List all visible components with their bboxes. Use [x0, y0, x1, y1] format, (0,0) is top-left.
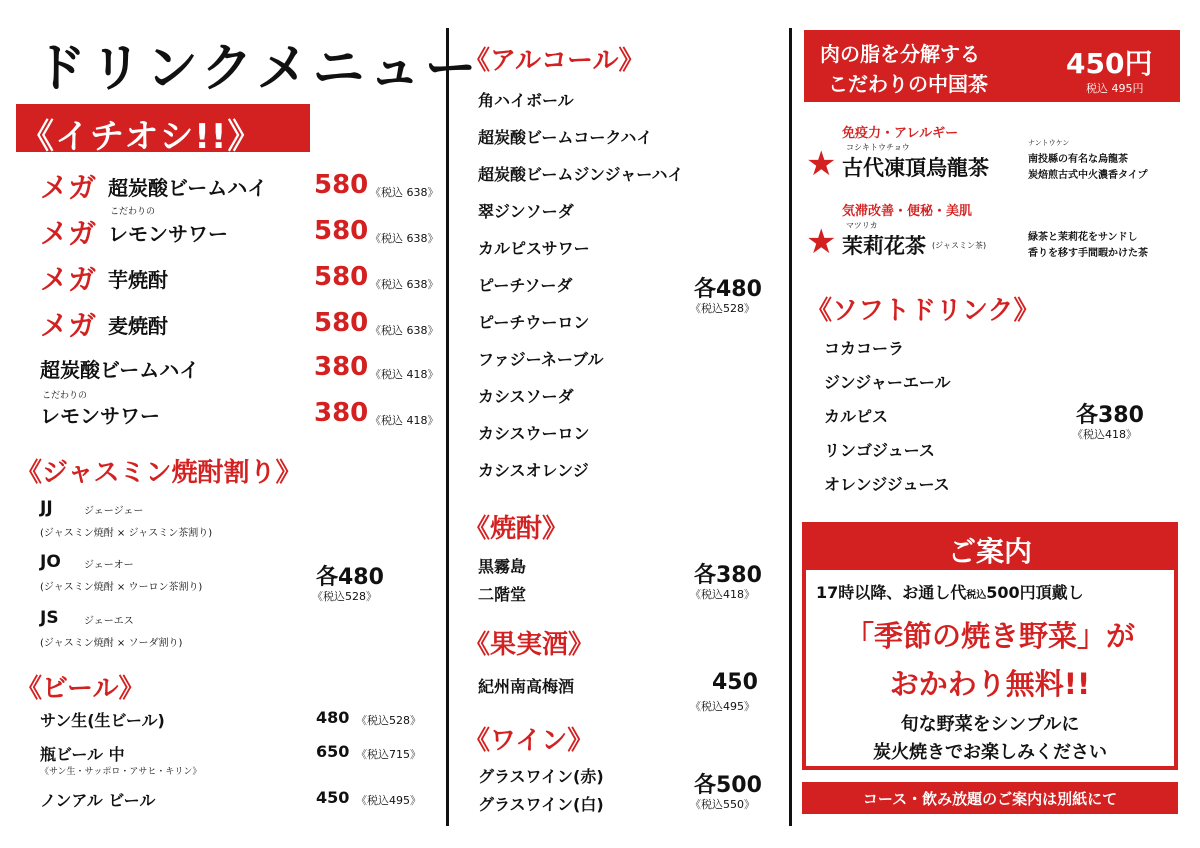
- tea-benefit: 免疫力・アレルギー: [842, 126, 959, 141]
- mega-prefix: メガ: [40, 263, 97, 296]
- item-name: 芋焼酎: [108, 268, 168, 292]
- beer-tax: 《税込495》: [356, 794, 421, 807]
- jasmine-row: [40, 498, 300, 542]
- tea-ruby: コシキトウチョウ: [846, 143, 910, 152]
- tea-item: [806, 122, 1186, 186]
- beer-sub: 《サン生・サッポロ・アサヒ・キリン》: [40, 767, 202, 777]
- notice-line3: 炭火焼きでお楽しみください: [873, 742, 1107, 763]
- ichioshi-row: [40, 352, 440, 392]
- beer-row: [40, 788, 440, 814]
- alcohol-item: カシスオレンジ: [478, 461, 589, 480]
- shochu-item: 二階堂: [478, 585, 527, 604]
- soft-item: コカコーラ: [824, 339, 905, 358]
- tea-banner-line2: こだわりの中国茶: [828, 72, 988, 96]
- tea-price: 450円: [1066, 47, 1153, 80]
- beer-name: サン生(生ビール): [40, 711, 165, 730]
- tea-desc1: 南投縣の有名な烏龍茶: [1028, 154, 1128, 165]
- shochu-heading: 《焼酎》: [464, 514, 569, 544]
- beer-row: [40, 708, 440, 734]
- tea-desc-ruby: ナントウケン: [1028, 139, 1070, 147]
- beer-tax: 《税込715》: [356, 748, 421, 761]
- beer-heading: 《ビール》: [16, 674, 145, 704]
- jasmine-reading: ジェージェー: [84, 506, 144, 517]
- beer-row: [40, 742, 440, 782]
- ichioshi-heading: 《イチオシ!!》: [20, 117, 263, 157]
- notice-highlight1: 「季節の焼き野菜」が: [844, 619, 1135, 653]
- fruit-heading: 《果実酒》: [464, 630, 595, 660]
- star-icon: ★: [806, 222, 837, 262]
- alcohol-item: カシスソーダ: [478, 387, 574, 406]
- fruit-tax: 《税込495》: [690, 700, 755, 713]
- mega-prefix: メガ: [40, 217, 97, 250]
- notice-line2: 旬な野菜をシンプルに: [900, 714, 1080, 735]
- ichioshi-row: [40, 204, 440, 250]
- alcohol-tax: 《税込528》: [690, 302, 755, 315]
- star-icon: ★: [806, 144, 837, 184]
- jasmine-desc: (ジャスミン焼酎 × ソーダ割り): [40, 638, 183, 649]
- tea-benefit: 気滞改善・便秘・美肌: [842, 204, 973, 219]
- jasmine-tax: 《税込528》: [312, 590, 377, 603]
- column-divider-left: [446, 28, 449, 826]
- notice-box: [802, 522, 1178, 770]
- alcohol-price: 各480: [694, 277, 762, 302]
- tea-desc2: 香りを移す手間暇かけた茶: [1028, 248, 1148, 259]
- notice-line1-text: 17時以降、お通し代: [816, 583, 967, 602]
- soft-item: リンゴジュース: [824, 441, 935, 460]
- tea-tax: 税込 495円: [1086, 82, 1144, 95]
- alcohol-item: ファジーネーブル: [478, 350, 604, 369]
- notice-footer-band: [802, 782, 1178, 814]
- alcohol-item: カルピスサワー: [478, 239, 590, 258]
- wine-price: 各500: [694, 773, 762, 798]
- soft-heading: 《ソフトドリンク》: [806, 296, 1040, 326]
- shochu-tax: 《税込418》: [690, 588, 755, 601]
- wine-item: グラスワイン(白): [478, 795, 604, 814]
- mega-prefix: メガ: [40, 309, 97, 342]
- beer-name: 瓶ビール 中: [40, 745, 125, 764]
- ichioshi-row: [40, 304, 440, 344]
- item-name: 超炭酸ビームハイ: [108, 176, 268, 200]
- wine-heading: 《ワイン》: [464, 726, 594, 756]
- shochu-price: 各380: [694, 563, 762, 588]
- fruit-price: 450: [712, 670, 758, 695]
- soft-item: オレンジジュース: [824, 475, 950, 494]
- notice-heading: ご案内: [947, 535, 1032, 568]
- item-price: 580: [314, 308, 369, 338]
- notice-line1: [816, 580, 1084, 603]
- alcohol-heading: 《アルコール》: [464, 46, 645, 76]
- item-ruby: こだわりの: [110, 207, 156, 217]
- tea-name-sub: (ジャスミン茶): [932, 241, 987, 250]
- jasmine-desc: (ジャスミン焼酎 × ジャスミン茶割り): [40, 528, 213, 539]
- beer-price: 650: [316, 742, 350, 761]
- jasmine-heading: 《ジャスミン焼酎割り》: [16, 458, 302, 488]
- soft-tax: 《税込418》: [1072, 428, 1137, 441]
- item-tax: 《税込 638》: [370, 278, 439, 291]
- notice-line1-tax: 税込: [966, 590, 987, 601]
- item-price: 380: [314, 352, 369, 382]
- tea-desc2: 炭焙煎古式中火濃香タイプ: [1028, 170, 1148, 181]
- tea-name: 古代凍頂烏龍茶: [842, 156, 989, 180]
- soft-item: ジンジャーエール: [824, 373, 951, 392]
- jasmine-code: JJ: [40, 498, 53, 518]
- beer-tax: 《税込528》: [356, 714, 421, 727]
- ichioshi-heading-band: [16, 104, 310, 157]
- soft-item: カルピス: [824, 407, 889, 426]
- alcohol-item: 翠ジンソーダ: [478, 202, 574, 221]
- column-divider-right: [789, 28, 792, 826]
- jasmine-code: JO: [40, 552, 61, 572]
- item-tax: 《税込 418》: [370, 414, 439, 427]
- jasmine-reading: ジェーエス: [84, 616, 134, 627]
- alcohol-item: 角ハイボール: [478, 91, 574, 110]
- shochu-item: 黒霧島: [478, 557, 527, 576]
- item-price: 580: [314, 216, 369, 246]
- alcohol-item: 超炭酸ビームコークハイ: [478, 128, 653, 147]
- ichioshi-row: [40, 258, 440, 298]
- tea-desc1: 緑茶と茉莉花をサンドし: [1028, 232, 1138, 243]
- soft-price: 各380: [1076, 403, 1144, 428]
- alcohol-item: ピーチソーダ: [478, 276, 573, 295]
- mega-prefix: メガ: [40, 171, 97, 204]
- item-price: 580: [314, 262, 369, 292]
- item-name: 超炭酸ビームハイ: [40, 358, 200, 382]
- jasmine-row: [40, 608, 300, 652]
- tea-item: [806, 200, 1186, 264]
- jasmine-desc: (ジャスミン焼酎 × ウーロン茶割り): [40, 582, 203, 593]
- jasmine-code: JS: [40, 608, 59, 628]
- tea-banner-line1: 肉の脂を分解する: [820, 42, 980, 66]
- ichioshi-row: [40, 166, 440, 206]
- beer-price: 450: [316, 788, 350, 807]
- item-name: 麦焼酎: [108, 314, 168, 338]
- tea-name: 茉莉花茶: [842, 234, 926, 258]
- page-title: ドリンクメニュー: [34, 39, 481, 99]
- tea-ruby: マツリカ: [846, 221, 878, 230]
- notice-footer: コース・飲み放題のご案内は別紙にて: [862, 790, 1118, 808]
- beer-price: 480: [316, 708, 350, 727]
- wine-tax: 《税込550》: [690, 798, 755, 811]
- item-price: 380: [314, 398, 369, 428]
- item-name: レモンサワー: [40, 404, 160, 428]
- jasmine-row: [40, 552, 300, 596]
- notice-highlight2: おかわり無料!!: [889, 667, 1091, 701]
- item-ruby: こだわりの: [42, 391, 88, 401]
- item-tax: 《税込 418》: [370, 368, 439, 381]
- item-price: 580: [314, 170, 369, 200]
- ichioshi-row: [40, 388, 440, 434]
- notice-line1-end: 500円頂戴し: [986, 583, 1084, 602]
- beer-name: ノンアル ビール: [40, 791, 156, 810]
- alcohol-item: 超炭酸ビームジンジャーハイ: [478, 165, 684, 184]
- item-tax: 《税込 638》: [370, 324, 439, 337]
- fruit-item: 紀州南高梅酒: [478, 677, 575, 696]
- wine-item: グラスワイン(赤): [478, 767, 604, 786]
- item-tax: 《税込 638》: [370, 186, 439, 199]
- jasmine-price: 各480: [316, 565, 384, 590]
- jasmine-reading: ジェーオー: [84, 560, 134, 571]
- item-name: レモンサワー: [108, 222, 228, 246]
- tea-banner: [804, 30, 1180, 102]
- alcohol-item: カシスウーロン: [478, 424, 590, 443]
- notice-heading-band: [806, 526, 1174, 570]
- item-tax: 《税込 638》: [370, 232, 439, 245]
- alcohol-item: ピーチウーロン: [478, 313, 590, 332]
